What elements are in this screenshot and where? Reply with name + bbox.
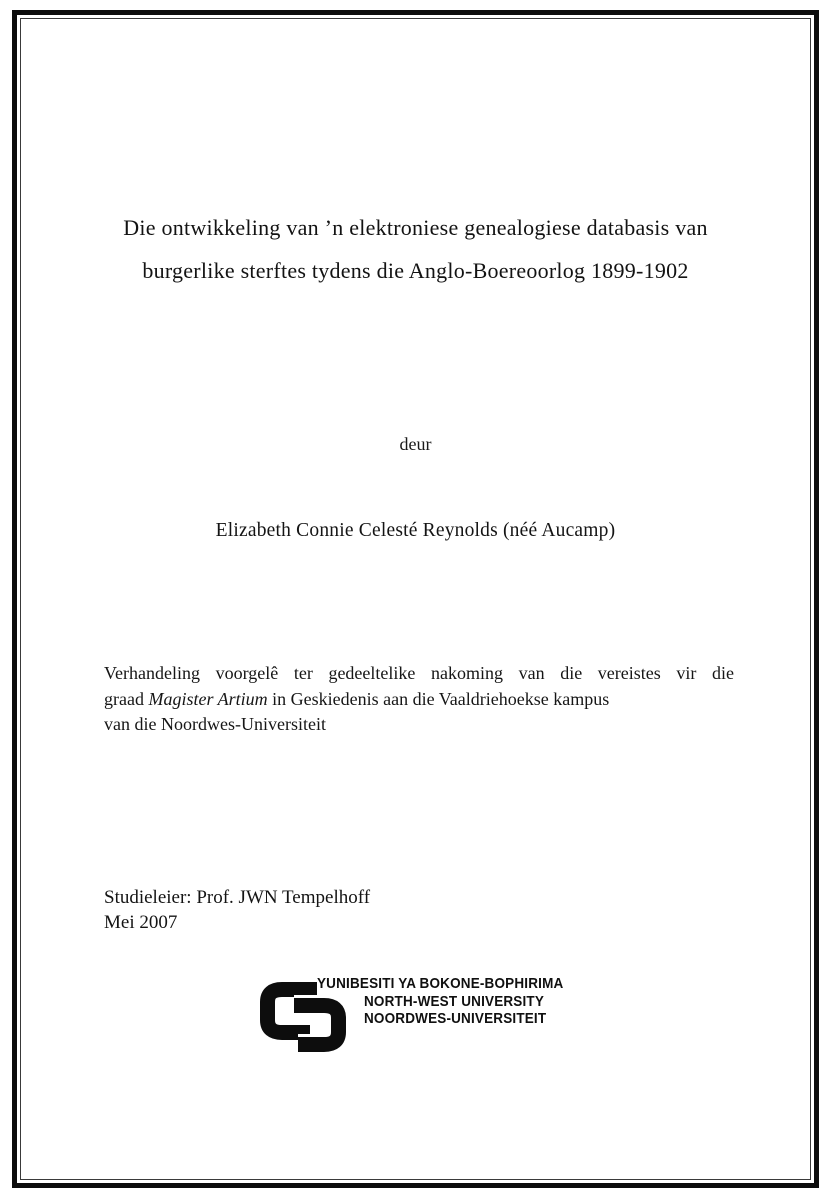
thesis-title	[0, 206, 831, 292]
logo-name-afrikaans: NOORDWES-UNIVERSITEIT	[364, 1010, 547, 1027]
submission-note-line3: van die Noordwes-Universiteit	[104, 714, 326, 735]
supervisor-block	[104, 885, 370, 935]
byline-deur: deur	[399, 434, 432, 454]
thesis-title-line1: Die ontwikkeling van ’n elektroniese genealogiese databasis van	[123, 215, 708, 240]
logo-name-setswana: YUNIBESITI YA BOKONE-BOPHIRIMA	[317, 975, 564, 992]
note-line2-pre: graad	[104, 688, 149, 709]
university-logo-text	[317, 975, 591, 1028]
date-line: Mei 2007	[104, 912, 178, 933]
submission-note-line2	[104, 687, 734, 713]
supervisor-line: Studieleier: Prof. JWN Tempelhoff	[104, 887, 371, 908]
logo-name-english: NORTH-WEST UNIVERSITY	[364, 992, 545, 1010]
university-logo	[257, 972, 597, 1056]
thesis-title-line2: burgerlike sterftes tydens die Anglo-Boereoorlog 1899-1902	[142, 258, 689, 283]
submission-note-line1: Verhandeling voorgelê ter gedeeltelike nakoming van die vereistes vir die	[104, 663, 734, 683]
degree-name-italic: Magister Artium	[148, 688, 268, 709]
submission-note	[104, 661, 734, 738]
note-line2-post: in Geskiedenis aan die Vaaldriehoekse kampus	[267, 688, 610, 709]
author-name: Elizabeth Connie Celesté Reynolds (néé Aucamp)	[215, 520, 616, 541]
